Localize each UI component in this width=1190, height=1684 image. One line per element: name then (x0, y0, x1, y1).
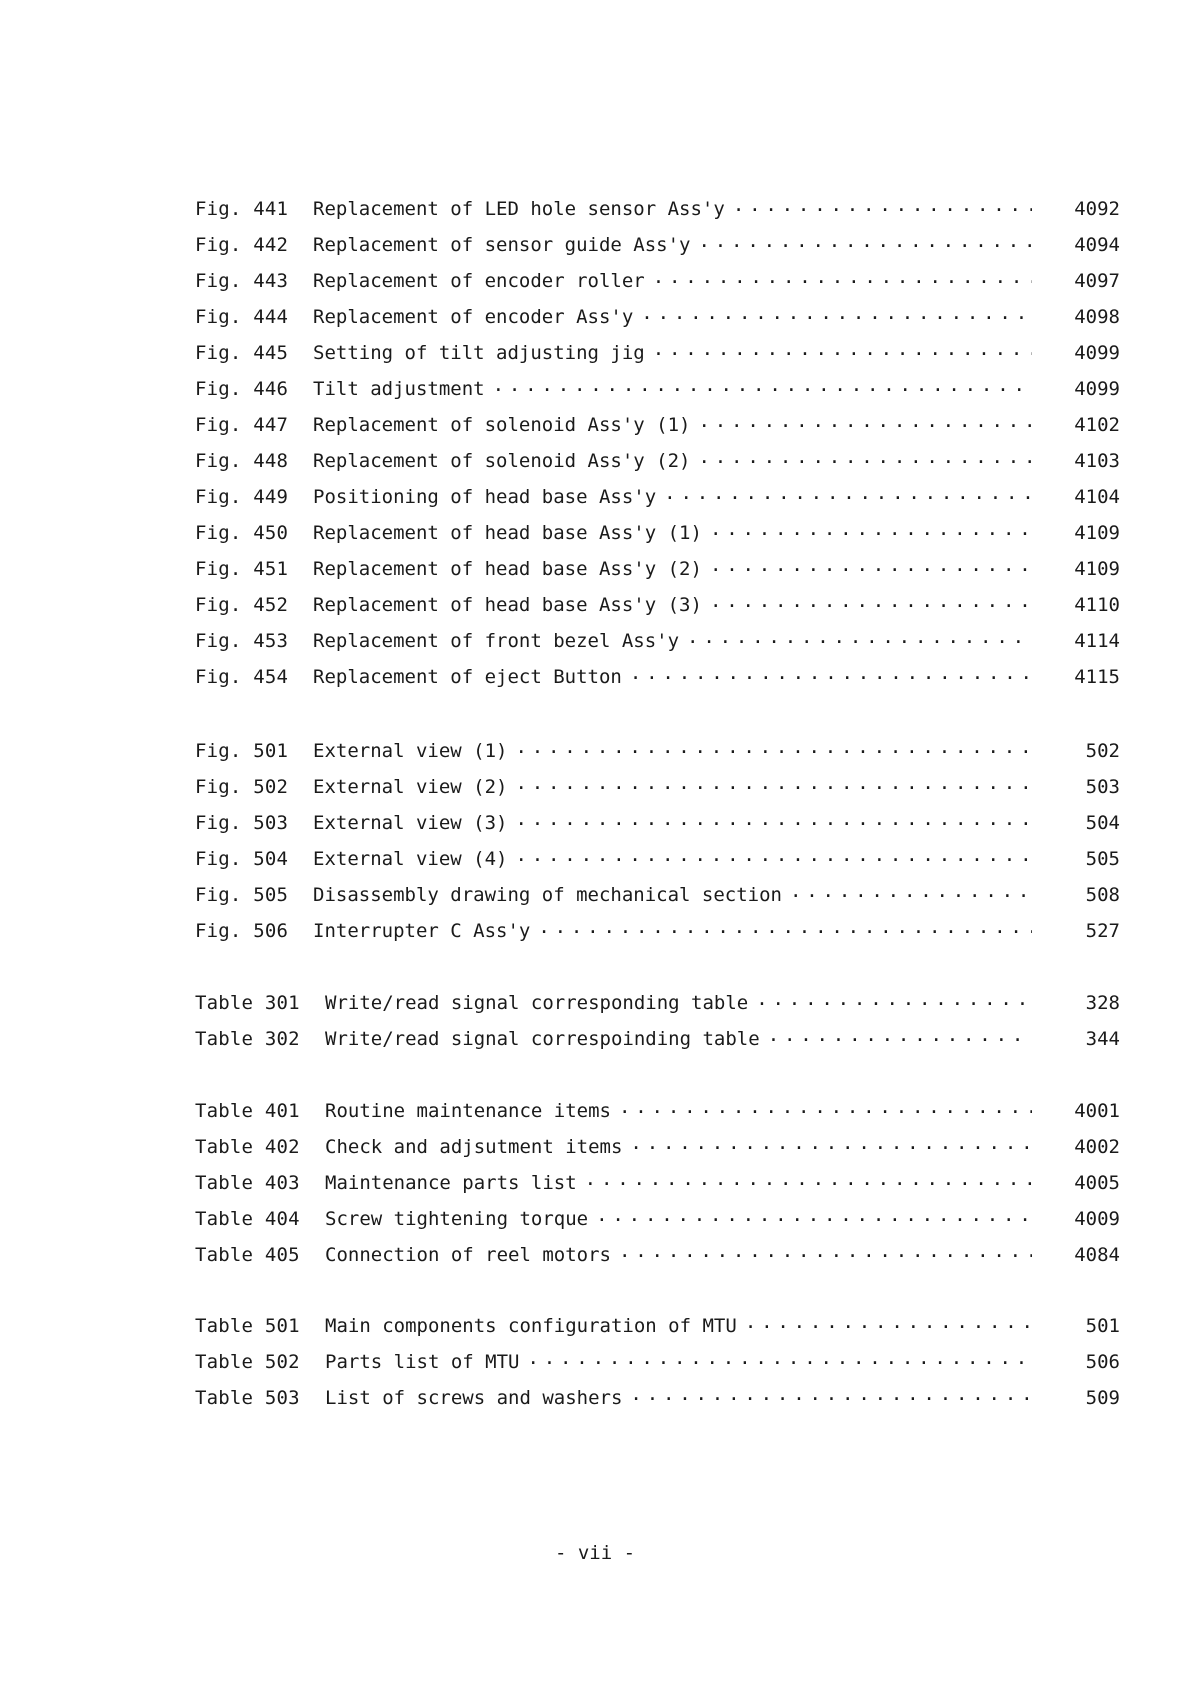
entry-title: Connection of reel motors (325, 1244, 611, 1266)
toc-entry (195, 1313, 1120, 1349)
entry-label: Fig. 501 (195, 740, 289, 762)
dot-leader (641, 304, 1032, 323)
entry-title: Replacement of head base Ass'y (2) (313, 558, 702, 580)
entry-page-number: 501 (1085, 1315, 1120, 1337)
toc-entry (195, 340, 1120, 376)
dot-leader (596, 1206, 1032, 1225)
entry-title: Main components configuration of MTU (325, 1315, 737, 1337)
entry-title: Replacement of solenoid Ass'y (2) (313, 450, 691, 472)
toc-entry (195, 774, 1120, 810)
entry-page-number: 527 (1085, 920, 1120, 942)
entry-label: Table 302 (195, 1028, 300, 1050)
entry-page-number: 4115 (1074, 666, 1120, 688)
dot-leader (653, 340, 1032, 359)
toc-entry (195, 232, 1120, 268)
entry-page-number: 328 (1085, 992, 1120, 1014)
entry-page-number: 4104 (1074, 486, 1120, 508)
dot-leader (630, 1134, 1032, 1153)
entry-label: Fig. 454 (195, 666, 289, 688)
entry-page-number: 4005 (1074, 1172, 1120, 1194)
entry-page-number: 503 (1085, 776, 1120, 798)
entry-label: Fig. 444 (195, 306, 289, 328)
entry-title: External view (4) (313, 848, 508, 870)
entry-label: Fig. 505 (195, 884, 289, 906)
entry-title: Replacement of LED hole sensor Ass'y (313, 198, 725, 220)
entry-title: Screw tightening torque (325, 1208, 589, 1230)
entry-label: Table 301 (195, 992, 300, 1014)
entry-label: Fig. 446 (195, 378, 289, 400)
dot-leader (527, 1349, 1032, 1368)
entry-page-number: 4001 (1074, 1100, 1120, 1122)
toc-entry (195, 882, 1120, 918)
dot-leader (790, 882, 1032, 901)
entry-label: Fig. 453 (195, 630, 289, 652)
toc-entry (195, 1385, 1120, 1421)
toc-entry (195, 1242, 1120, 1278)
toc-entry (195, 556, 1120, 592)
entry-page-number: 4097 (1074, 270, 1120, 292)
entry-label: Fig. 448 (195, 450, 289, 472)
dot-leader (664, 484, 1032, 503)
entry-title: Replacement of head base Ass'y (3) (313, 594, 702, 616)
entry-title: Routine maintenance items (325, 1100, 611, 1122)
entry-page-number: 344 (1085, 1028, 1120, 1050)
entry-title: External view (1) (313, 740, 508, 762)
entry-title: External view (2) (313, 776, 508, 798)
toc-entry (195, 1134, 1120, 1170)
entry-page-number: 509 (1085, 1387, 1120, 1409)
entry-label: Table 403 (195, 1172, 300, 1194)
dot-leader (653, 268, 1032, 287)
toc-entry (195, 196, 1120, 232)
entry-label: Fig. 441 (195, 198, 289, 220)
dot-leader (538, 918, 1032, 937)
entry-title: Positioning of head base Ass'y (313, 486, 657, 508)
toc-group-table-3xx (195, 990, 1120, 1062)
entry-title: Replacement of front bezel Ass'y (313, 630, 680, 652)
entry-label: Fig. 447 (195, 414, 289, 436)
dot-leader (515, 846, 1032, 865)
toc-entry (195, 918, 1120, 954)
entry-label: Table 402 (195, 1136, 300, 1158)
entry-label: Fig. 506 (195, 920, 289, 942)
dot-leader (745, 1313, 1032, 1332)
entry-label: Table 401 (195, 1100, 300, 1122)
dot-leader (768, 1026, 1032, 1045)
entry-page-number: 502 (1085, 740, 1120, 762)
toc-entry (195, 412, 1120, 448)
entry-title: Replacement of sensor guide Ass'y (313, 234, 691, 256)
entry-page-number: 506 (1085, 1351, 1120, 1373)
page-number-footer: - vii - (554, 1542, 636, 1564)
entry-page-number: 504 (1085, 812, 1120, 834)
dot-leader (585, 1170, 1032, 1189)
toc-entry (195, 1026, 1120, 1062)
entry-title: Setting of tilt adjusting jig (313, 342, 645, 364)
entry-page-number: 4099 (1074, 342, 1120, 364)
dot-leader (515, 810, 1032, 829)
entry-label: Fig. 445 (195, 342, 289, 364)
toc-entry (195, 268, 1120, 304)
toc-entry (195, 1170, 1120, 1206)
entry-label: Fig. 504 (195, 848, 289, 870)
entry-label: Table 502 (195, 1351, 300, 1373)
entry-page-number: 4084 (1074, 1244, 1120, 1266)
dot-leader (687, 628, 1032, 647)
entry-title: Replacement of solenoid Ass'y (1) (313, 414, 691, 436)
toc-entry (195, 1206, 1120, 1242)
dot-leader (733, 196, 1032, 215)
dot-leader (515, 738, 1032, 757)
toc-entry (195, 592, 1120, 628)
entry-page-number: 4098 (1074, 306, 1120, 328)
entry-label: Table 501 (195, 1315, 300, 1337)
dot-leader (710, 520, 1032, 539)
toc-entry (195, 1098, 1120, 1134)
entry-label: Table 405 (195, 1244, 300, 1266)
entry-title: Maintenance parts list (325, 1172, 577, 1194)
dot-leader (699, 448, 1033, 467)
entry-title: Replacement of encoder Ass'y (313, 306, 634, 328)
toc-group-table-5xx (195, 1313, 1120, 1421)
entry-page-number: 4109 (1074, 558, 1120, 580)
toc-entry (195, 810, 1120, 846)
entry-page-number: 4002 (1074, 1136, 1120, 1158)
toc-entry (195, 846, 1120, 882)
toc-entry (195, 1349, 1120, 1385)
entry-page-number: 4102 (1074, 414, 1120, 436)
entry-title: Parts list of MTU (325, 1351, 520, 1373)
dot-leader (493, 376, 1032, 395)
entry-page-number: 4009 (1074, 1208, 1120, 1230)
entry-page-number: 4094 (1074, 234, 1120, 256)
entry-page-number: 4092 (1074, 198, 1120, 220)
toc-entry (195, 628, 1120, 664)
entry-title: Interrupter C Ass'y (313, 920, 531, 942)
entry-page-number: 4109 (1074, 522, 1120, 544)
entry-title: Write/read signal corresponding table (325, 992, 749, 1014)
entry-label: Fig. 450 (195, 522, 289, 544)
dot-leader (619, 1242, 1032, 1261)
dot-leader (710, 592, 1032, 611)
dot-leader (756, 990, 1032, 1009)
entry-title: List of screws and washers (325, 1387, 623, 1409)
entry-page-number: 4110 (1074, 594, 1120, 616)
entry-label: Fig. 502 (195, 776, 289, 798)
toc-entry (195, 376, 1120, 412)
toc-entry (195, 990, 1120, 1026)
entry-page-number: 4099 (1074, 378, 1120, 400)
dot-leader (619, 1098, 1032, 1117)
entry-label: Fig. 452 (195, 594, 289, 616)
toc-entry (195, 664, 1120, 700)
toc-entry (195, 520, 1120, 556)
dot-leader (630, 1385, 1032, 1404)
toc-group-fig-4xx (195, 196, 1120, 700)
entry-title: Disassembly drawing of mechanical section (313, 884, 782, 906)
entry-title: Replacement of encoder roller (313, 270, 645, 292)
entry-page-number: 508 (1085, 884, 1120, 906)
entry-title: Write/read signal correspoinding table (325, 1028, 760, 1050)
entry-title: Replacement of head base Ass'y (1) (313, 522, 702, 544)
dot-leader (699, 232, 1033, 251)
entry-title: Tilt adjustment (313, 378, 485, 400)
dot-leader (710, 556, 1032, 575)
entry-label: Fig. 503 (195, 812, 289, 834)
entry-title: Check and adjsutment items (325, 1136, 623, 1158)
entry-label: Table 503 (195, 1387, 300, 1409)
entry-page-number: 4114 (1074, 630, 1120, 652)
toc-entry (195, 738, 1120, 774)
entry-label: Table 404 (195, 1208, 300, 1230)
dot-leader (630, 664, 1032, 683)
entry-label: Fig. 451 (195, 558, 289, 580)
entry-page-number: 4103 (1074, 450, 1120, 472)
toc-group-table-4xx (195, 1098, 1120, 1278)
entry-label: Fig. 442 (195, 234, 289, 256)
entry-label: Fig. 443 (195, 270, 289, 292)
entry-page-number: 505 (1085, 848, 1120, 870)
toc-entry (195, 304, 1120, 340)
dot-leader (699, 412, 1033, 431)
toc-entry (195, 484, 1120, 520)
toc-entry (195, 448, 1120, 484)
entry-title: Replacement of eject Button (313, 666, 622, 688)
toc-group-fig-5xx (195, 738, 1120, 954)
entry-title: External view (3) (313, 812, 508, 834)
dot-leader (515, 774, 1032, 793)
entry-label: Fig. 449 (195, 486, 289, 508)
